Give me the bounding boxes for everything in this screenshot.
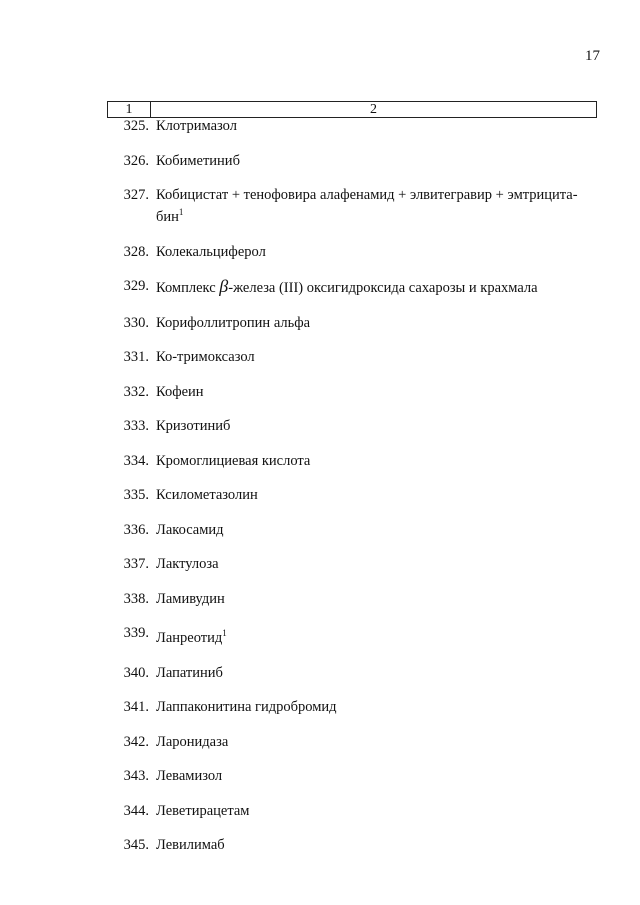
drug-name-suffix: -железа (III) оксигидроксида сахарозы и крахмала [228, 280, 538, 296]
entry-number: 325. [123, 118, 149, 134]
drug-name: Ко-тримоксазол [156, 349, 255, 365]
drug-name: Колекальциферол [156, 243, 266, 260]
entry-number: 328. [123, 243, 149, 260]
drug-name: Левамизол [156, 768, 223, 784]
drug-name: Кромоглициевая кислота [156, 452, 311, 469]
drug-name: Ламивудин [156, 590, 225, 607]
drug-name: Лаппаконитина гидробромид [156, 699, 337, 715]
drug-name [156, 625, 595, 647]
list-item [107, 453, 595, 470]
entry-number: 333. [123, 418, 149, 434]
drug-name: Кризотиниб [156, 418, 231, 434]
drug-list [107, 118, 595, 872]
list-item [107, 803, 595, 820]
drug-name: Корифоллитропин альфа [156, 314, 311, 331]
entry-number: 330. [123, 314, 149, 331]
page-number: 17 [585, 48, 600, 64]
drug-name: Лапатиниб [156, 664, 223, 681]
list-item [107, 665, 595, 682]
list-item [107, 768, 595, 785]
entry-number: 332. [123, 383, 149, 400]
list-item [107, 591, 595, 608]
list-item [107, 556, 595, 573]
entry-number: 337. [123, 556, 149, 572]
drug-name: Левилимаб [156, 837, 225, 853]
entry-number: 339. [123, 625, 149, 641]
entry-number: 338. [123, 590, 149, 607]
entry-number: 334. [123, 452, 149, 469]
column-2-header: 2 [370, 102, 377, 117]
entry-number: 344. [123, 802, 149, 819]
list-item [107, 522, 595, 539]
entry-number: 327. [123, 187, 149, 203]
drug-name-text: Ланреотид [156, 630, 223, 646]
entry-number: 336. [123, 521, 149, 538]
list-item [107, 244, 595, 261]
drug-name [156, 187, 595, 226]
list-item [107, 699, 595, 716]
list-item [107, 384, 595, 401]
drug-name: Лактулоза [156, 556, 219, 572]
list-item [107, 837, 595, 854]
list-item [107, 153, 595, 170]
drug-name-prefix: Комплекс [156, 280, 216, 296]
drug-name: Ксилометазолин [156, 487, 258, 503]
drug-name: Ларонидаза [156, 733, 229, 750]
drug-name: Лакосамид [156, 521, 224, 538]
list-item [107, 418, 595, 435]
drug-name-line-2: бин [156, 209, 179, 225]
entry-number: 329. [123, 278, 149, 294]
entry-number: 341. [123, 699, 149, 715]
list-item [107, 349, 595, 366]
list-item [107, 487, 595, 504]
drug-name [156, 278, 595, 297]
drug-name: Клотримазол [156, 118, 237, 134]
entry-number: 343. [123, 768, 149, 784]
entry-number: 345. [123, 837, 149, 853]
list-item [107, 118, 595, 135]
footnote-marker: 1 [222, 628, 227, 638]
list-item [107, 315, 595, 332]
entry-number: 342. [123, 733, 149, 750]
beta-symbol: β [219, 276, 229, 296]
list-item [107, 278, 595, 297]
footnote-marker: 1 [178, 207, 184, 217]
drug-name: Кобиметиниб [156, 152, 240, 169]
drug-name-line-1: Кобицистат + тенофовира алафенамид + элвитегравир + эмтрицита- [156, 187, 578, 203]
column-1-header: 1 [108, 102, 151, 117]
drug-name: Леветирацетам [156, 802, 250, 819]
entry-number: 331. [123, 349, 149, 365]
entry-number: 326. [123, 152, 149, 169]
list-item [107, 734, 595, 751]
entry-number: 340. [123, 664, 149, 681]
drug-name: Кофеин [156, 383, 204, 400]
entry-number: 335. [123, 487, 149, 503]
list-item [107, 625, 595, 647]
list-item [107, 187, 595, 226]
table-column-header [107, 101, 597, 118]
